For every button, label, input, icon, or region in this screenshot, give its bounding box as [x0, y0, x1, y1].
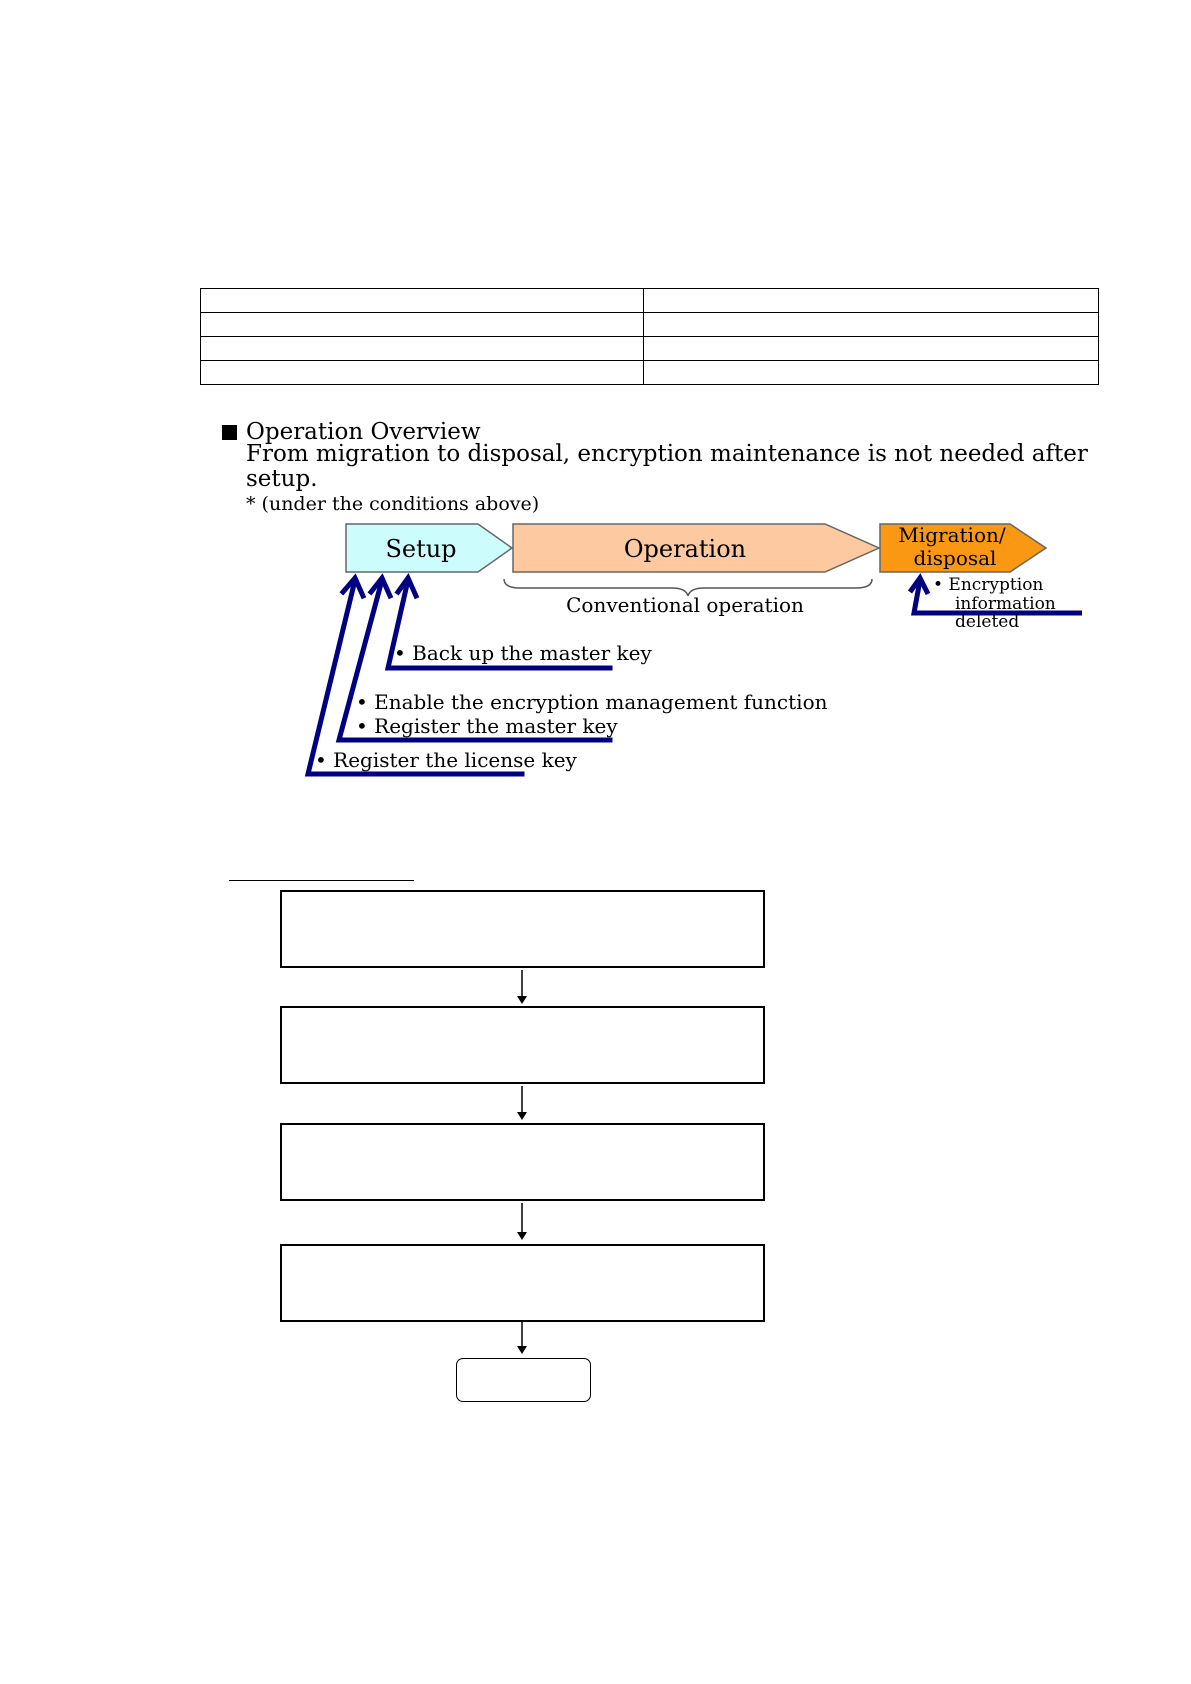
- flowchart-step-4: [280, 1244, 765, 1322]
- migration-phase-label-line2: disposal: [913, 546, 997, 570]
- migration-step-line3: deleted: [955, 612, 1020, 632]
- migration-step-line2: information: [955, 594, 1056, 614]
- migration-step-line1: • Encryption: [933, 575, 1044, 595]
- step-backup-master-key: • Back up the master key: [394, 641, 652, 665]
- migration-phase-label-line1: Migration/: [898, 523, 1006, 547]
- flowchart-end: [456, 1358, 591, 1402]
- step-enable-encryption: • Enable the encryption management function: [356, 690, 828, 714]
- flowchart-step-1: [280, 890, 765, 968]
- flowchart-step-2: [280, 1006, 765, 1084]
- arrow-register-license: [308, 580, 522, 774]
- overview-description: From migration to disposal, encryption maintenance is not needed after setup.: [246, 441, 1088, 492]
- flowchart-step-3: [280, 1123, 765, 1201]
- overview-note: * (under the conditions above): [246, 493, 540, 515]
- setup-phase-label: Setup: [385, 535, 457, 563]
- step-register-master-key: • Register the master key: [356, 714, 618, 738]
- operation-phase-label: Operation: [623, 535, 747, 563]
- section-heading-underline: [229, 880, 414, 881]
- setup-arrows: [308, 578, 610, 774]
- overview-title-text: Operation Overview: [246, 419, 481, 445]
- step-register-license-key: • Register the license key: [315, 748, 577, 772]
- brace-label: Conventional operation: [566, 593, 804, 617]
